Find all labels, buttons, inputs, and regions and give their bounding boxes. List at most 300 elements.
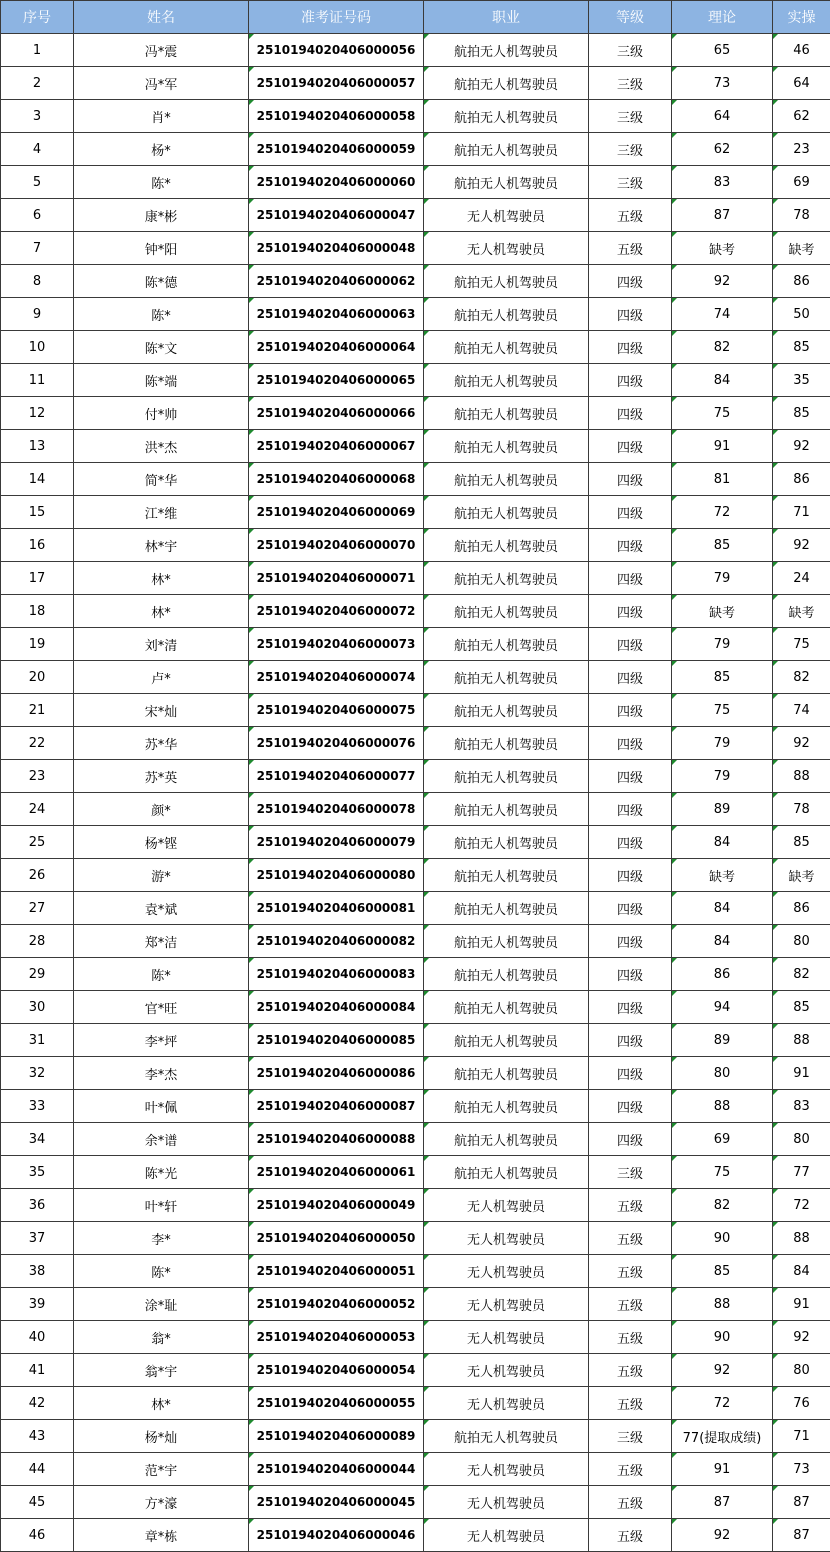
exam-id-cell: 2510194020406000067 <box>249 430 424 463</box>
occupation-cell: 航拍无人机驾驶员 <box>424 694 589 727</box>
exam-id-cell: 2510194020406000069 <box>249 496 424 529</box>
level-cell: 三级 <box>589 166 672 199</box>
occupation-cell: 航拍无人机驾驶员 <box>424 826 589 859</box>
practical-cell: 72 <box>773 1189 830 1222</box>
seq-cell: 39 <box>1 1288 74 1321</box>
theory-cell: 82 <box>672 1189 773 1222</box>
seq-cell: 44 <box>1 1453 74 1486</box>
level-cell: 四级 <box>589 925 672 958</box>
theory-cell: 75 <box>672 694 773 727</box>
exam-id-cell: 2510194020406000055 <box>249 1387 424 1420</box>
occupation-cell: 航拍无人机驾驶员 <box>424 1024 589 1057</box>
name-cell: 叶*轩 <box>74 1189 249 1222</box>
name-cell: 翁* <box>74 1321 249 1354</box>
name-cell: 洪*杰 <box>74 430 249 463</box>
name-cell: 余*谱 <box>74 1123 249 1156</box>
table-row <box>1 859 830 892</box>
header-name: 姓名 <box>74 1 249 34</box>
practical-cell: 62 <box>773 100 830 133</box>
exam-id-cell: 2510194020406000057 <box>249 67 424 100</box>
theory-cell: 90 <box>672 1321 773 1354</box>
table-row <box>1 826 830 859</box>
exam-id-cell: 2510194020406000086 <box>249 1057 424 1090</box>
theory-cell: 90 <box>672 1222 773 1255</box>
theory-cell: 87 <box>672 1486 773 1519</box>
name-cell: 肖* <box>74 100 249 133</box>
occupation-cell: 无人机驾驶员 <box>424 1354 589 1387</box>
name-cell: 钟*阳 <box>74 232 249 265</box>
table-row <box>1 1519 830 1552</box>
name-cell: 陈* <box>74 298 249 331</box>
seq-cell: 11 <box>1 364 74 397</box>
exam-id-cell: 2510194020406000063 <box>249 298 424 331</box>
table-row <box>1 958 830 991</box>
exam-id-cell: 2510194020406000083 <box>249 958 424 991</box>
name-cell: 翁*宇 <box>74 1354 249 1387</box>
table-row <box>1 1321 830 1354</box>
exam-id-cell: 2510194020406000050 <box>249 1222 424 1255</box>
name-cell: 范*宇 <box>74 1453 249 1486</box>
occupation-cell: 航拍无人机驾驶员 <box>424 727 589 760</box>
table-row <box>1 67 830 100</box>
practical-cell: 77 <box>773 1156 830 1189</box>
name-cell: 杨*铿 <box>74 826 249 859</box>
theory-cell: 69 <box>672 1123 773 1156</box>
practical-cell: 80 <box>773 1123 830 1156</box>
theory-cell: 74 <box>672 298 773 331</box>
theory-cell: 91 <box>672 430 773 463</box>
level-cell: 三级 <box>589 1156 672 1189</box>
occupation-cell: 无人机驾驶员 <box>424 1255 589 1288</box>
theory-cell: 79 <box>672 760 773 793</box>
theory-cell: 87 <box>672 199 773 232</box>
seq-cell: 45 <box>1 1486 74 1519</box>
practical-cell: 24 <box>773 562 830 595</box>
seq-cell: 16 <box>1 529 74 562</box>
theory-cell: 85 <box>672 529 773 562</box>
level-cell: 四级 <box>589 628 672 661</box>
level-cell: 四级 <box>589 298 672 331</box>
name-cell: 刘*清 <box>74 628 249 661</box>
exam-id-cell: 2510194020406000054 <box>249 1354 424 1387</box>
level-cell: 四级 <box>589 463 672 496</box>
exam-id-cell: 2510194020406000087 <box>249 1090 424 1123</box>
level-cell: 三级 <box>589 100 672 133</box>
occupation-cell: 航拍无人机驾驶员 <box>424 595 589 628</box>
level-cell: 四级 <box>589 595 672 628</box>
occupation-cell: 航拍无人机驾驶员 <box>424 67 589 100</box>
level-cell: 五级 <box>589 199 672 232</box>
seq-cell: 5 <box>1 166 74 199</box>
practical-cell: 74 <box>773 694 830 727</box>
header-seq: 序号 <box>1 1 74 34</box>
practical-cell: 50 <box>773 298 830 331</box>
theory-cell: 62 <box>672 133 773 166</box>
seq-cell: 7 <box>1 232 74 265</box>
theory-cell: 84 <box>672 892 773 925</box>
name-cell: 游* <box>74 859 249 892</box>
theory-cell: 85 <box>672 1255 773 1288</box>
theory-cell: 77(提取成绩) <box>672 1420 773 1453</box>
seq-cell: 2 <box>1 67 74 100</box>
theory-cell: 83 <box>672 166 773 199</box>
occupation-cell: 航拍无人机驾驶员 <box>424 298 589 331</box>
theory-cell: 89 <box>672 793 773 826</box>
table-row <box>1 595 830 628</box>
table-row <box>1 166 830 199</box>
name-cell: 苏*英 <box>74 760 249 793</box>
level-cell: 五级 <box>589 1288 672 1321</box>
theory-cell: 88 <box>672 1288 773 1321</box>
table-row <box>1 1222 830 1255</box>
occupation-cell: 无人机驾驶员 <box>424 1486 589 1519</box>
practical-cell: 87 <box>773 1519 830 1552</box>
theory-cell: 80 <box>672 1057 773 1090</box>
practical-cell: 80 <box>773 925 830 958</box>
level-cell: 四级 <box>589 793 672 826</box>
level-cell: 五级 <box>589 1354 672 1387</box>
level-cell: 四级 <box>589 694 672 727</box>
table-row <box>1 1024 830 1057</box>
theory-cell: 79 <box>672 562 773 595</box>
exam-id-cell: 2510194020406000053 <box>249 1321 424 1354</box>
seq-cell: 9 <box>1 298 74 331</box>
level-cell: 四级 <box>589 727 672 760</box>
practical-cell: 87 <box>773 1486 830 1519</box>
level-cell: 四级 <box>589 529 672 562</box>
occupation-cell: 航拍无人机驾驶员 <box>424 364 589 397</box>
level-cell: 五级 <box>589 1321 672 1354</box>
exam-id-cell: 2510194020406000082 <box>249 925 424 958</box>
practical-cell: 78 <box>773 199 830 232</box>
theory-cell: 79 <box>672 727 773 760</box>
table-row <box>1 661 830 694</box>
practical-cell: 35 <box>773 364 830 397</box>
occupation-cell: 无人机驾驶员 <box>424 1321 589 1354</box>
practical-cell: 缺考 <box>773 595 830 628</box>
practical-cell: 缺考 <box>773 859 830 892</box>
practical-cell: 23 <box>773 133 830 166</box>
occupation-cell: 航拍无人机驾驶员 <box>424 34 589 67</box>
level-cell: 四级 <box>589 331 672 364</box>
seq-cell: 30 <box>1 991 74 1024</box>
level-cell: 四级 <box>589 265 672 298</box>
occupation-cell: 无人机驾驶员 <box>424 232 589 265</box>
seq-cell: 3 <box>1 100 74 133</box>
practical-cell: 46 <box>773 34 830 67</box>
practical-cell: 86 <box>773 265 830 298</box>
occupation-cell: 航拍无人机驾驶员 <box>424 100 589 133</box>
seq-cell: 43 <box>1 1420 74 1453</box>
name-cell: 李*坪 <box>74 1024 249 1057</box>
name-cell: 冯*震 <box>74 34 249 67</box>
practical-cell: 78 <box>773 793 830 826</box>
practical-cell: 91 <box>773 1288 830 1321</box>
occupation-cell: 航拍无人机驾驶员 <box>424 1123 589 1156</box>
seq-cell: 38 <box>1 1255 74 1288</box>
table-row <box>1 892 830 925</box>
table-row <box>1 265 830 298</box>
practical-cell: 92 <box>773 727 830 760</box>
occupation-cell: 航拍无人机驾驶员 <box>424 331 589 364</box>
theory-cell: 82 <box>672 331 773 364</box>
practical-cell: 71 <box>773 496 830 529</box>
seq-cell: 20 <box>1 661 74 694</box>
practical-cell: 83 <box>773 1090 830 1123</box>
seq-cell: 10 <box>1 331 74 364</box>
level-cell: 五级 <box>589 1222 672 1255</box>
occupation-cell: 无人机驾驶员 <box>424 1288 589 1321</box>
seq-cell: 21 <box>1 694 74 727</box>
practical-cell: 86 <box>773 892 830 925</box>
exam-id-cell: 2510194020406000045 <box>249 1486 424 1519</box>
seq-cell: 33 <box>1 1090 74 1123</box>
name-cell: 陈* <box>74 1255 249 1288</box>
table-row <box>1 1189 830 1222</box>
table-row <box>1 991 830 1024</box>
name-cell: 陈* <box>74 958 249 991</box>
exam-id-cell: 2510194020406000059 <box>249 133 424 166</box>
occupation-cell: 航拍无人机驾驶员 <box>424 1057 589 1090</box>
theory-cell: 92 <box>672 1519 773 1552</box>
level-cell: 四级 <box>589 991 672 1024</box>
name-cell: 陈*文 <box>74 331 249 364</box>
level-cell: 四级 <box>589 430 672 463</box>
name-cell: 冯*军 <box>74 67 249 100</box>
exam-id-cell: 2510194020406000064 <box>249 331 424 364</box>
table-row <box>1 1156 830 1189</box>
name-cell: 林*宇 <box>74 529 249 562</box>
theory-cell: 75 <box>672 1156 773 1189</box>
practical-cell: 85 <box>773 331 830 364</box>
seq-cell: 31 <box>1 1024 74 1057</box>
table-row <box>1 397 830 430</box>
table-row <box>1 364 830 397</box>
table-row <box>1 100 830 133</box>
table-row <box>1 34 830 67</box>
theory-cell: 91 <box>672 1453 773 1486</box>
level-cell: 四级 <box>589 1024 672 1057</box>
table-row <box>1 1090 830 1123</box>
seq-cell: 40 <box>1 1321 74 1354</box>
table-body <box>1 34 830 1552</box>
theory-cell: 92 <box>672 1354 773 1387</box>
exam-id-cell: 2510194020406000088 <box>249 1123 424 1156</box>
seq-cell: 27 <box>1 892 74 925</box>
table-row <box>1 925 830 958</box>
name-cell: 郑*洁 <box>74 925 249 958</box>
seq-cell: 41 <box>1 1354 74 1387</box>
practical-cell: 88 <box>773 1222 830 1255</box>
seq-cell: 42 <box>1 1387 74 1420</box>
seq-cell: 32 <box>1 1057 74 1090</box>
name-cell: 苏*华 <box>74 727 249 760</box>
occupation-cell: 航拍无人机驾驶员 <box>424 562 589 595</box>
table-header <box>1 1 830 34</box>
header-level: 等级 <box>589 1 672 34</box>
seq-cell: 12 <box>1 397 74 430</box>
seq-cell: 19 <box>1 628 74 661</box>
practical-cell: 73 <box>773 1453 830 1486</box>
practical-cell: 92 <box>773 529 830 562</box>
table-row <box>1 199 830 232</box>
occupation-cell: 航拍无人机驾驶员 <box>424 958 589 991</box>
seq-cell: 8 <box>1 265 74 298</box>
table-row <box>1 760 830 793</box>
theory-cell: 75 <box>672 397 773 430</box>
occupation-cell: 航拍无人机驾驶员 <box>424 859 589 892</box>
occupation-cell: 航拍无人机驾驶员 <box>424 661 589 694</box>
practical-cell: 82 <box>773 661 830 694</box>
theory-cell: 94 <box>672 991 773 1024</box>
occupation-cell: 无人机驾驶员 <box>424 1453 589 1486</box>
table-row <box>1 562 830 595</box>
level-cell: 四级 <box>589 364 672 397</box>
theory-cell: 84 <box>672 925 773 958</box>
practical-cell: 88 <box>773 760 830 793</box>
table-row <box>1 496 830 529</box>
exam-id-cell: 2510194020406000084 <box>249 991 424 1024</box>
seq-cell: 23 <box>1 760 74 793</box>
occupation-cell: 无人机驾驶员 <box>424 1189 589 1222</box>
name-cell: 江*维 <box>74 496 249 529</box>
exam-id-cell: 2510194020406000075 <box>249 694 424 727</box>
occupation-cell: 无人机驾驶员 <box>424 199 589 232</box>
practical-cell: 91 <box>773 1057 830 1090</box>
exam-id-cell: 2510194020406000060 <box>249 166 424 199</box>
header-theory: 理论 <box>672 1 773 34</box>
seq-cell: 14 <box>1 463 74 496</box>
seq-cell: 46 <box>1 1519 74 1552</box>
seq-cell: 4 <box>1 133 74 166</box>
name-cell: 付*帅 <box>74 397 249 430</box>
seq-cell: 26 <box>1 859 74 892</box>
practical-cell: 76 <box>773 1387 830 1420</box>
name-cell: 李*杰 <box>74 1057 249 1090</box>
exam-id-cell: 2510194020406000058 <box>249 100 424 133</box>
practical-cell: 85 <box>773 397 830 430</box>
occupation-cell: 航拍无人机驾驶员 <box>424 991 589 1024</box>
name-cell: 陈*端 <box>74 364 249 397</box>
exam-id-cell: 2510194020406000071 <box>249 562 424 595</box>
exam-id-cell: 2510194020406000072 <box>249 595 424 628</box>
practical-cell: 85 <box>773 991 830 1024</box>
seq-cell: 29 <box>1 958 74 991</box>
exam-id-cell: 2510194020406000056 <box>249 34 424 67</box>
level-cell: 三级 <box>589 133 672 166</box>
table-row <box>1 133 830 166</box>
practical-cell: 85 <box>773 826 830 859</box>
exam-id-cell: 2510194020406000073 <box>249 628 424 661</box>
occupation-cell: 无人机驾驶员 <box>424 1519 589 1552</box>
name-cell: 宋*灿 <box>74 694 249 727</box>
seq-cell: 35 <box>1 1156 74 1189</box>
table-row <box>1 1420 830 1453</box>
level-cell: 四级 <box>589 826 672 859</box>
theory-cell: 缺考 <box>672 595 773 628</box>
name-cell: 袁*斌 <box>74 892 249 925</box>
exam-id-cell: 2510194020406000047 <box>249 199 424 232</box>
table-row <box>1 694 830 727</box>
practical-cell: 84 <box>773 1255 830 1288</box>
exam-id-cell: 2510194020406000049 <box>249 1189 424 1222</box>
practical-cell: 82 <box>773 958 830 991</box>
exam-id-cell: 2510194020406000089 <box>249 1420 424 1453</box>
theory-cell: 85 <box>672 661 773 694</box>
occupation-cell: 航拍无人机驾驶员 <box>424 628 589 661</box>
name-cell: 杨* <box>74 133 249 166</box>
table-row <box>1 430 830 463</box>
table-row <box>1 1057 830 1090</box>
header-exam-id: 准考证号码 <box>249 1 424 34</box>
level-cell: 三级 <box>589 1420 672 1453</box>
theory-cell: 88 <box>672 1090 773 1123</box>
seq-cell: 17 <box>1 562 74 595</box>
theory-cell: 84 <box>672 364 773 397</box>
occupation-cell: 航拍无人机驾驶员 <box>424 430 589 463</box>
exam-id-cell: 2510194020406000065 <box>249 364 424 397</box>
level-cell: 五级 <box>589 1189 672 1222</box>
name-cell: 方*濠 <box>74 1486 249 1519</box>
theory-cell: 缺考 <box>672 859 773 892</box>
practical-cell: 92 <box>773 1321 830 1354</box>
seq-cell: 24 <box>1 793 74 826</box>
name-cell: 康*彬 <box>74 199 249 232</box>
practical-cell: 缺考 <box>773 232 830 265</box>
seq-cell: 1 <box>1 34 74 67</box>
exam-id-cell: 2510194020406000051 <box>249 1255 424 1288</box>
table-row <box>1 232 830 265</box>
name-cell: 林* <box>74 562 249 595</box>
name-cell: 杨*灿 <box>74 1420 249 1453</box>
level-cell: 五级 <box>589 232 672 265</box>
table-row <box>1 298 830 331</box>
name-cell: 林* <box>74 1387 249 1420</box>
level-cell: 五级 <box>589 1486 672 1519</box>
occupation-cell: 无人机驾驶员 <box>424 1387 589 1420</box>
table-row <box>1 1486 830 1519</box>
occupation-cell: 航拍无人机驾驶员 <box>424 529 589 562</box>
name-cell: 林* <box>74 595 249 628</box>
table-row <box>1 1453 830 1486</box>
level-cell: 四级 <box>589 661 672 694</box>
occupation-cell: 航拍无人机驾驶员 <box>424 166 589 199</box>
theory-cell: 89 <box>672 1024 773 1057</box>
seq-cell: 6 <box>1 199 74 232</box>
level-cell: 四级 <box>589 1090 672 1123</box>
theory-cell: 81 <box>672 463 773 496</box>
seq-cell: 13 <box>1 430 74 463</box>
level-cell: 四级 <box>589 496 672 529</box>
practical-cell: 92 <box>773 430 830 463</box>
occupation-cell: 航拍无人机驾驶员 <box>424 793 589 826</box>
name-cell: 涂*耻 <box>74 1288 249 1321</box>
level-cell: 五级 <box>589 1519 672 1552</box>
exam-id-cell: 2510194020406000048 <box>249 232 424 265</box>
seq-cell: 37 <box>1 1222 74 1255</box>
level-cell: 五级 <box>589 1387 672 1420</box>
name-cell: 陈*德 <box>74 265 249 298</box>
exam-id-cell: 2510194020406000068 <box>249 463 424 496</box>
level-cell: 三级 <box>589 67 672 100</box>
level-cell: 四级 <box>589 859 672 892</box>
exam-id-cell: 2510194020406000079 <box>249 826 424 859</box>
practical-cell: 69 <box>773 166 830 199</box>
exam-id-cell: 2510194020406000061 <box>249 1156 424 1189</box>
table-row <box>1 1288 830 1321</box>
table-row <box>1 727 830 760</box>
table-row <box>1 628 830 661</box>
